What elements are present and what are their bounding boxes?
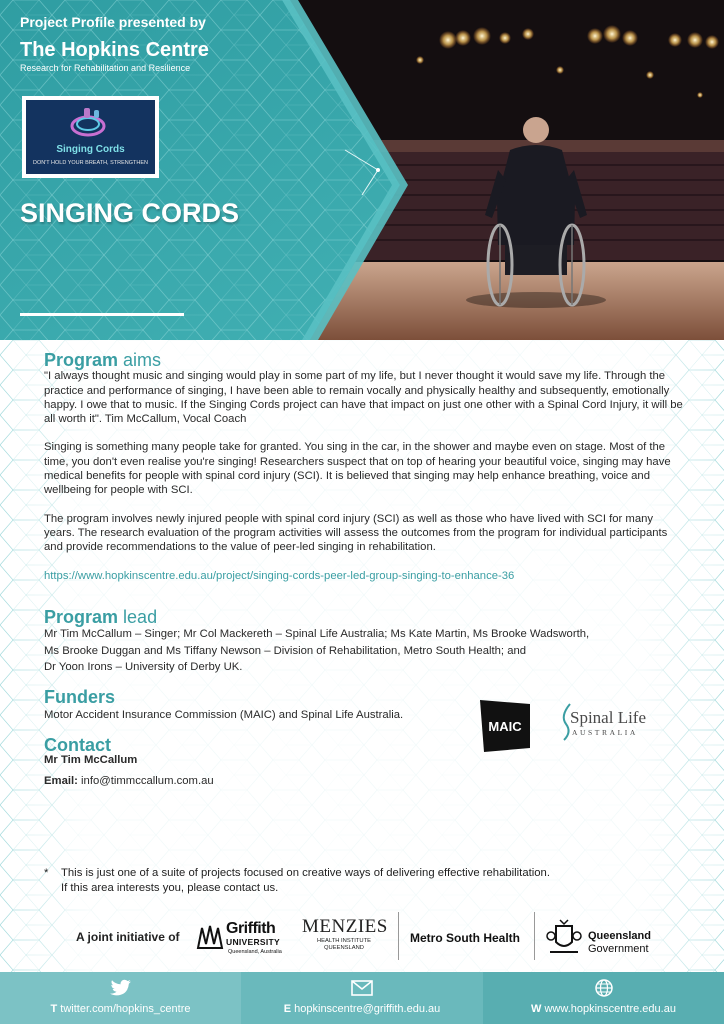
singing-cords-emblem-icon <box>26 100 155 144</box>
web-text: www.hopkinscentre.edu.au <box>544 1003 676 1015</box>
lead-line-1: Mr Tim McCallum – Singer; Mr Col Mackereth – Spinal Life Australia; Ms Kate Martin, Ms Brooke Wadsworth, <box>44 628 590 641</box>
maic-logo <box>478 698 532 752</box>
footer-bar <box>0 972 724 1024</box>
org-tagline: Research for Rehabilitation and Resilience <box>20 63 191 73</box>
footer-email[interactable] <box>241 972 483 1024</box>
spinal-life-logo <box>558 702 658 742</box>
footnote-line-2: If this area interests you, please contact us. <box>61 882 279 894</box>
singing-cords-logo <box>22 96 159 178</box>
program-aims-section <box>44 350 684 583</box>
website-url <box>483 1003 724 1015</box>
footnote <box>44 866 664 896</box>
maic-logo-text: MAIC <box>488 719 522 734</box>
globe-icon <box>593 979 615 997</box>
government-text: Government <box>588 943 649 955</box>
spinal-life-country: AUSTRALIA <box>572 728 638 737</box>
funders-text: Motor Accident Insurance Commission (MAIC) and Spinal Life Australia. <box>44 709 404 722</box>
partner-divider <box>534 912 535 960</box>
funders-section <box>44 687 464 723</box>
contact-email-line <box>44 774 464 788</box>
envelope-icon <box>351 979 373 997</box>
funders-heading: Funders <box>44 687 116 707</box>
logo-name: Singing Cords <box>56 144 125 155</box>
org-name: The Hopkins Centre <box>20 39 209 61</box>
program-lead-section <box>44 607 684 675</box>
twitter-handle <box>0 1003 241 1015</box>
griffith-university: UNIVERSITY <box>226 937 281 947</box>
contact-heading: Contact <box>44 735 111 755</box>
web-prefix: W <box>531 1003 542 1015</box>
email-prefix: E <box>283 1003 292 1015</box>
contact-name: Mr Tim McCallum <box>44 754 138 767</box>
aims-singing-paragraph: Singing is something many people take for granted. You sing in the car, in the shower and maybe even on stage. Most of the time, you don't even realise you're singing! Researchers suspect that on top of hearing your beautiful voice, singing may have medical benefits for people with spinal cord injury (SCI). It is believed that singing may help enhance breathing, voice and wellbeing for people with SCI. <box>44 441 671 497</box>
project-link[interactable]: https://www.hopkinscentre.edu.au/project/singing-cords-peer-led-group-singing-to-enhance-36 <box>44 569 515 582</box>
footer-email-address <box>241 1003 483 1015</box>
presented-by-label: Project Profile presented by <box>20 14 206 30</box>
program-aims-heading-bold: Program <box>44 350 119 370</box>
spinal-life-name: Spinal Life <box>570 708 647 727</box>
lead-line-2: Ms Brooke Duggan and Ms Tiffany Newson – Division of Rehabilitation, Metro South Health; and <box>44 644 527 657</box>
griffith-emblem-icon <box>196 922 226 952</box>
logo-tagline: DON'T HOLD YOUR BREATH, STRENGTHEN <box>32 160 149 166</box>
partner-logos <box>76 912 666 962</box>
email-text: hopkinscentre@griffith.edu.au <box>294 1003 441 1015</box>
joint-initiative-label: A joint initiative of <box>76 930 180 944</box>
program-lead-heading <box>44 607 684 627</box>
twitter-text: twitter.com/hopkins_centre <box>60 1003 191 1015</box>
header-divider <box>20 313 184 316</box>
header-banner <box>0 0 724 340</box>
menzies-sub-2: QUEENSLAND <box>324 945 364 951</box>
lead-line-3: Dr Yoon Irons – University of Derby UK. <box>44 660 243 673</box>
twitter-prefix: T <box>50 1003 58 1015</box>
program-lead-heading-bold: Program <box>44 607 119 627</box>
footnote-star: * <box>44 867 49 879</box>
griffith-name: Griffith <box>226 920 276 937</box>
menzies-sub-1: HEALTH INSTITUTE <box>316 938 371 944</box>
griffith-location: Queensland, Australia <box>228 949 282 955</box>
queensland-government-logo <box>546 918 666 958</box>
footnote-line-1: This is just one of a suite of projects focused on creative ways of delivering effective rehabilitation. <box>61 867 550 879</box>
email-label: Email: <box>44 774 78 787</box>
program-aims-heading-light: aims <box>123 350 162 370</box>
queensland-crest-icon <box>546 918 582 956</box>
footer-website[interactable] <box>483 972 724 1024</box>
twitter-icon <box>110 979 132 997</box>
funder-logos <box>478 698 658 754</box>
aims-quote-paragraph: "I always thought music and singing would play in some part of my life, but I never thought it would save my life. Through the practice and performance of singing, I have been able to remain vocally and physically healthy and subsequently, emotionally happy. I owe that to music. If the Singing Cords project can have that impact on just one other with a Spinal Cord Injury, it will be all worth it". Tim McCallum, Vocal Coach <box>44 370 683 426</box>
griffith-logo <box>196 918 290 958</box>
aims-program-paragraph: The program involves newly injured people with spinal cord injury (SCI) as well as those who have lived with SCI for many years. The research evaluation of the program activities will assess the outcomes from the program for individual participants and provide recommendations to the value of peer-led singing in rehabilitation. <box>44 512 668 554</box>
logo-panel <box>26 100 155 174</box>
queensland-text: Queensland <box>588 930 651 942</box>
partner-divider <box>398 912 399 960</box>
page-title: SINGING CORDS <box>20 198 240 228</box>
footer-twitter[interactable] <box>0 972 241 1024</box>
program-aims-heading <box>44 350 684 370</box>
contact-email[interactable]: info@timmccallum.com.au <box>81 774 214 787</box>
metro-south-health-logo: Metro South Health <box>410 931 520 945</box>
menzies-name: MENZIES <box>302 916 388 937</box>
menzies-logo <box>302 916 386 960</box>
program-lead-heading-light: lead <box>123 607 158 627</box>
contact-section <box>44 735 464 788</box>
